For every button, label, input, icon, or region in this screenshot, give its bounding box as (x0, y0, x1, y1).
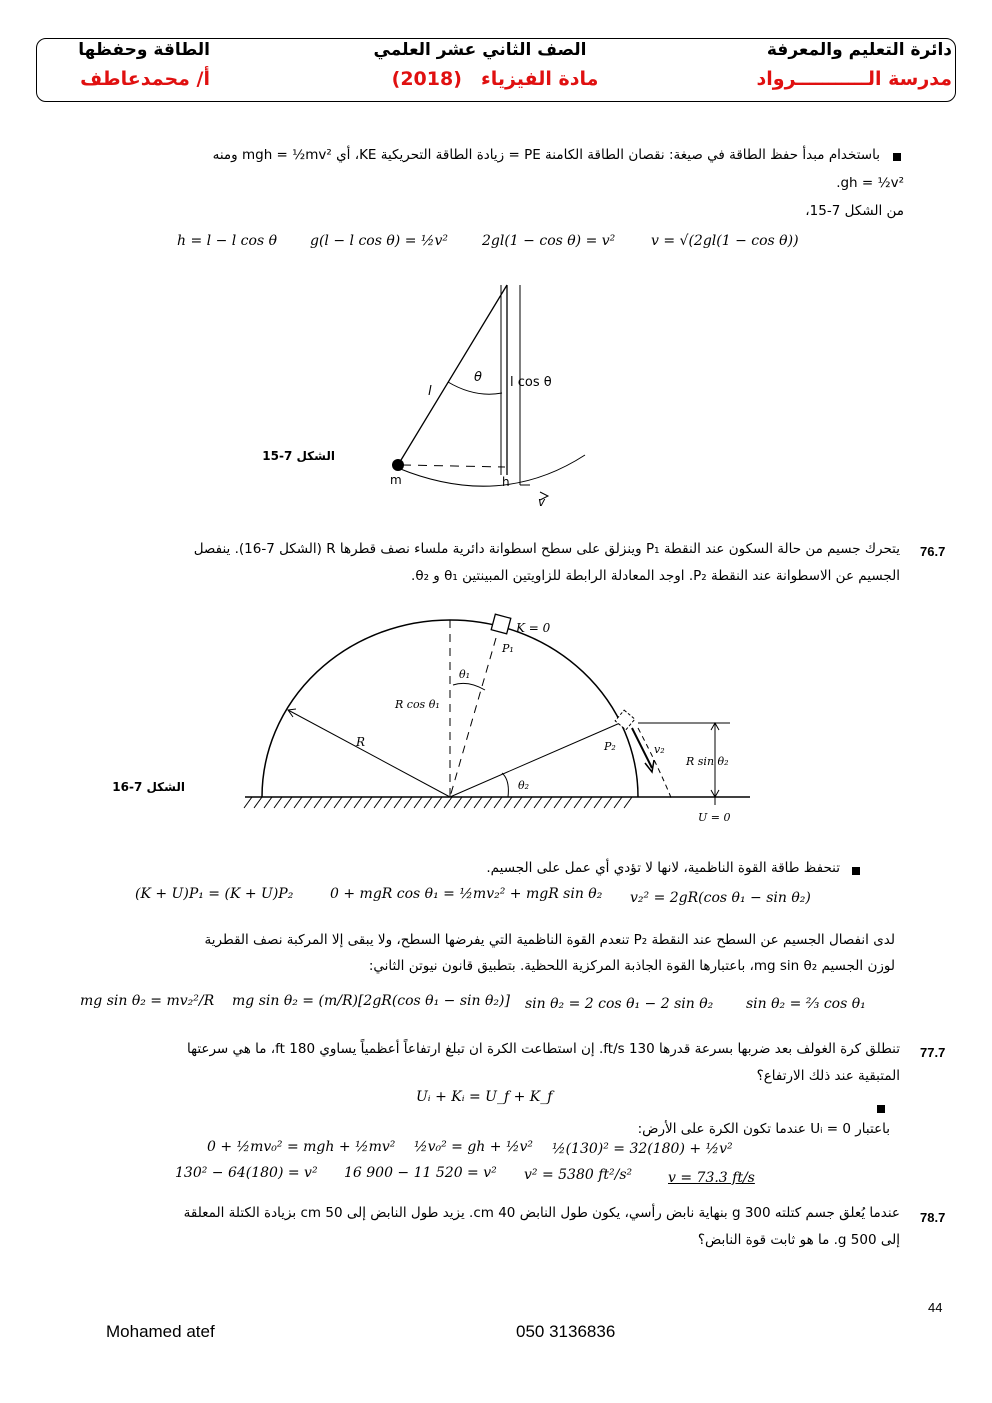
radius-line (288, 710, 450, 797)
label-theta2: θ₂ (518, 779, 530, 792)
problem-77-eq-4: 130² − 64(180) = v² (175, 1165, 318, 1181)
problem-77-eq-5: 16 900 − 11 520 = v² (344, 1165, 497, 1181)
figure-16-cylinder (240, 610, 760, 828)
label-rcos: R cos θ₁ (395, 698, 440, 711)
intro-eq-2: g(l − l cos θ) = ½v² (310, 233, 448, 249)
header-teacher: أ/ محمدعاطف (80, 68, 210, 90)
bullet-marker (852, 867, 860, 875)
problem-76-line-1: يتحرك جسيم من حالة السكون عند النقطة P₁ وينزلق على سطح اسطوانة دائرية ملساء نصف قطرها R (الشكل 7-16). ينفصل (193, 541, 900, 557)
intro-eq-3: 2gl(1 − cos θ) = v² (482, 233, 616, 249)
label-r: R (356, 735, 366, 749)
header-topic: الطاقة وحفظها (78, 40, 210, 60)
footer-name: Mohamed atef (106, 1322, 215, 1341)
problem-77-line-1: تنطلق كرة الغولف بعد ضربها بسرعة قدرها 130 ft/s. إن استطاعت الكرة ان تبلغ ارتفاعاً أعظمياً يساوي 180 ft، ما هي سرعتها (186, 1041, 900, 1057)
header-subject: مادة الفيزياء (481, 68, 599, 90)
intro-line-3: من الشكل 7-15، (805, 203, 904, 219)
problem-77-eq-main: Uᵢ + Kᵢ = U_f + K_f (416, 1089, 553, 1105)
height-dashed-line (402, 465, 505, 467)
header-subject-line (360, 68, 630, 94)
theta1-arc (453, 683, 485, 690)
header-department: دائرة التعليم والمعرفة (766, 40, 952, 60)
solution-76-line-3: لوزن الجسيم mg sin θ₂، باعتبارها القوة الجاذبة المركزية اللحظية. بتطبيق قانون نيوتن الثاني: (368, 958, 895, 974)
ground-hatching (244, 797, 632, 808)
intro-eq-4: v = √(2gl(1 − cos θ)) (651, 233, 799, 249)
solution-76-line-2: لدى انفصال الجسيم عن السطح عند النقطة P₂ تنعدم القوة الناظمية التي يفرضها السطح، ولا يبقى إلا المركبة نصف القطرية (204, 932, 895, 948)
header-grade: الصف الثاني عشر العلمي (373, 40, 587, 60)
label-v: v (538, 495, 546, 509)
intro-eq-1: h = l − l cos θ (177, 233, 278, 249)
solution-76-eq-2: 0 + mgR cos θ₁ = ½mv₂² + mgR sin θ₂ (330, 886, 603, 902)
pendulum-string (398, 285, 507, 465)
radius-arrowhead (288, 709, 296, 717)
label-v2: v₂ (654, 743, 665, 756)
swing-path (398, 455, 585, 486)
bullet-marker (877, 1105, 885, 1113)
problem-77-number: 77.7 (920, 1045, 946, 1060)
solution-76-eq-3: v₂² = 2gR(cos θ₁ − sin θ₂) (630, 890, 811, 906)
label-p1: P₁ (502, 642, 514, 655)
label-rsin: R sin θ₂ (686, 755, 729, 768)
label-h: h (502, 475, 510, 489)
solution-76-eq-5: mg sin θ₂ = (m/R)[2gR(cos θ₁ − sin θ₂)] (232, 993, 510, 1009)
problem-77-eq-2: ½v₀² = gh + ½v² (414, 1139, 534, 1155)
solution-76-eq-4: mg sin θ₂ = mv₂²/R (80, 993, 215, 1009)
label-theta: θ (474, 370, 482, 385)
solution-76-eq-6: sin θ₂ = 2 cos θ₁ − 2 sin θ₂ (525, 996, 714, 1012)
block-p2 (615, 710, 635, 730)
figure-15-pendulum (380, 280, 600, 520)
label-l: l (428, 384, 432, 399)
trajectory (638, 728, 672, 800)
problem-77-eq-6: v² = 5380 ft²/s² (524, 1167, 633, 1183)
header-school: مدرسة الـــــــــــرواد (756, 68, 952, 90)
problem-76-number: 76.7 (920, 544, 946, 559)
figure-16-caption: الشكل 7-16 (112, 780, 185, 794)
problem-77-eq-3: ½(130)² = 32(180) + ½v² (552, 1141, 733, 1157)
label-lcos: l cos θ (510, 375, 552, 390)
block-p1 (491, 614, 511, 634)
figure-15-caption: الشكل 7-15 (262, 449, 335, 463)
label-m: m (390, 473, 402, 487)
theta2-arc (502, 773, 508, 797)
problem-78-line-2: إلى 500 g. ما هو ثابت قوة النابض؟ (697, 1232, 900, 1248)
label-u-zero: U = 0 (698, 811, 731, 824)
intro-line-2: gh = ½v². (836, 175, 904, 191)
problem-77-eq-1: 0 + ½mv₀² = mgh + ½mv² (207, 1139, 396, 1155)
pendulum-mass (392, 459, 404, 471)
problem-78-line-1: عندما يُعلق جسم كتلته 300 g بنهاية نابض رأسي، يكون طول النابض 40 cm. يزيد طول النابض إلى 50 cm بزيادة الكتلة المعلقة (183, 1205, 900, 1221)
problem-77-line-3: باعتبار 0 = Uᵢ عندما تكون الكرة على الأرض: (637, 1121, 890, 1137)
problem-77-answer: v = 73.3 ft/s (668, 1170, 755, 1186)
solution-76-eq-1: (K + U)P₁ = (K + U)P₂ (135, 886, 294, 902)
p2-radius-line (450, 723, 620, 797)
solution-76-eq-7: sin θ₂ = ⅔ cos θ₁ (746, 996, 866, 1012)
label-k-zero: K = 0 (516, 621, 551, 635)
problem-78-number: 78.7 (920, 1210, 946, 1225)
label-p2: P₂ (604, 740, 616, 753)
header-year: (2018) (391, 68, 462, 90)
problem-77-line-2: المتبقية عند ذلك الارتفاع؟ (756, 1068, 900, 1084)
p1-dashed-radius (450, 638, 496, 797)
footer-phone: 050 3136836 (516, 1322, 616, 1341)
page-number: 44 (928, 1300, 943, 1315)
bullet-marker (893, 153, 901, 161)
label-theta1: θ₁ (459, 668, 471, 681)
solution-76-line-1: تنحفظ طاقة القوة الناظمية، لانها لا تؤدي أي عمل على الجسيم. (486, 860, 840, 876)
problem-76-line-2: الجسيم عن الاسطوانة عند النقطة P₂. اوجد المعادلة الرابطة للزاويتين المبينتين θ₁ و θ₂. (411, 568, 900, 584)
intro-line-1: باستخدام مبدأ حفظ الطاقة في صيغة: نقصان الطاقة الكامنة PE = زيادة الطاقة التحريكية KE، أي mgh = ½mv² ومنه (212, 147, 880, 163)
